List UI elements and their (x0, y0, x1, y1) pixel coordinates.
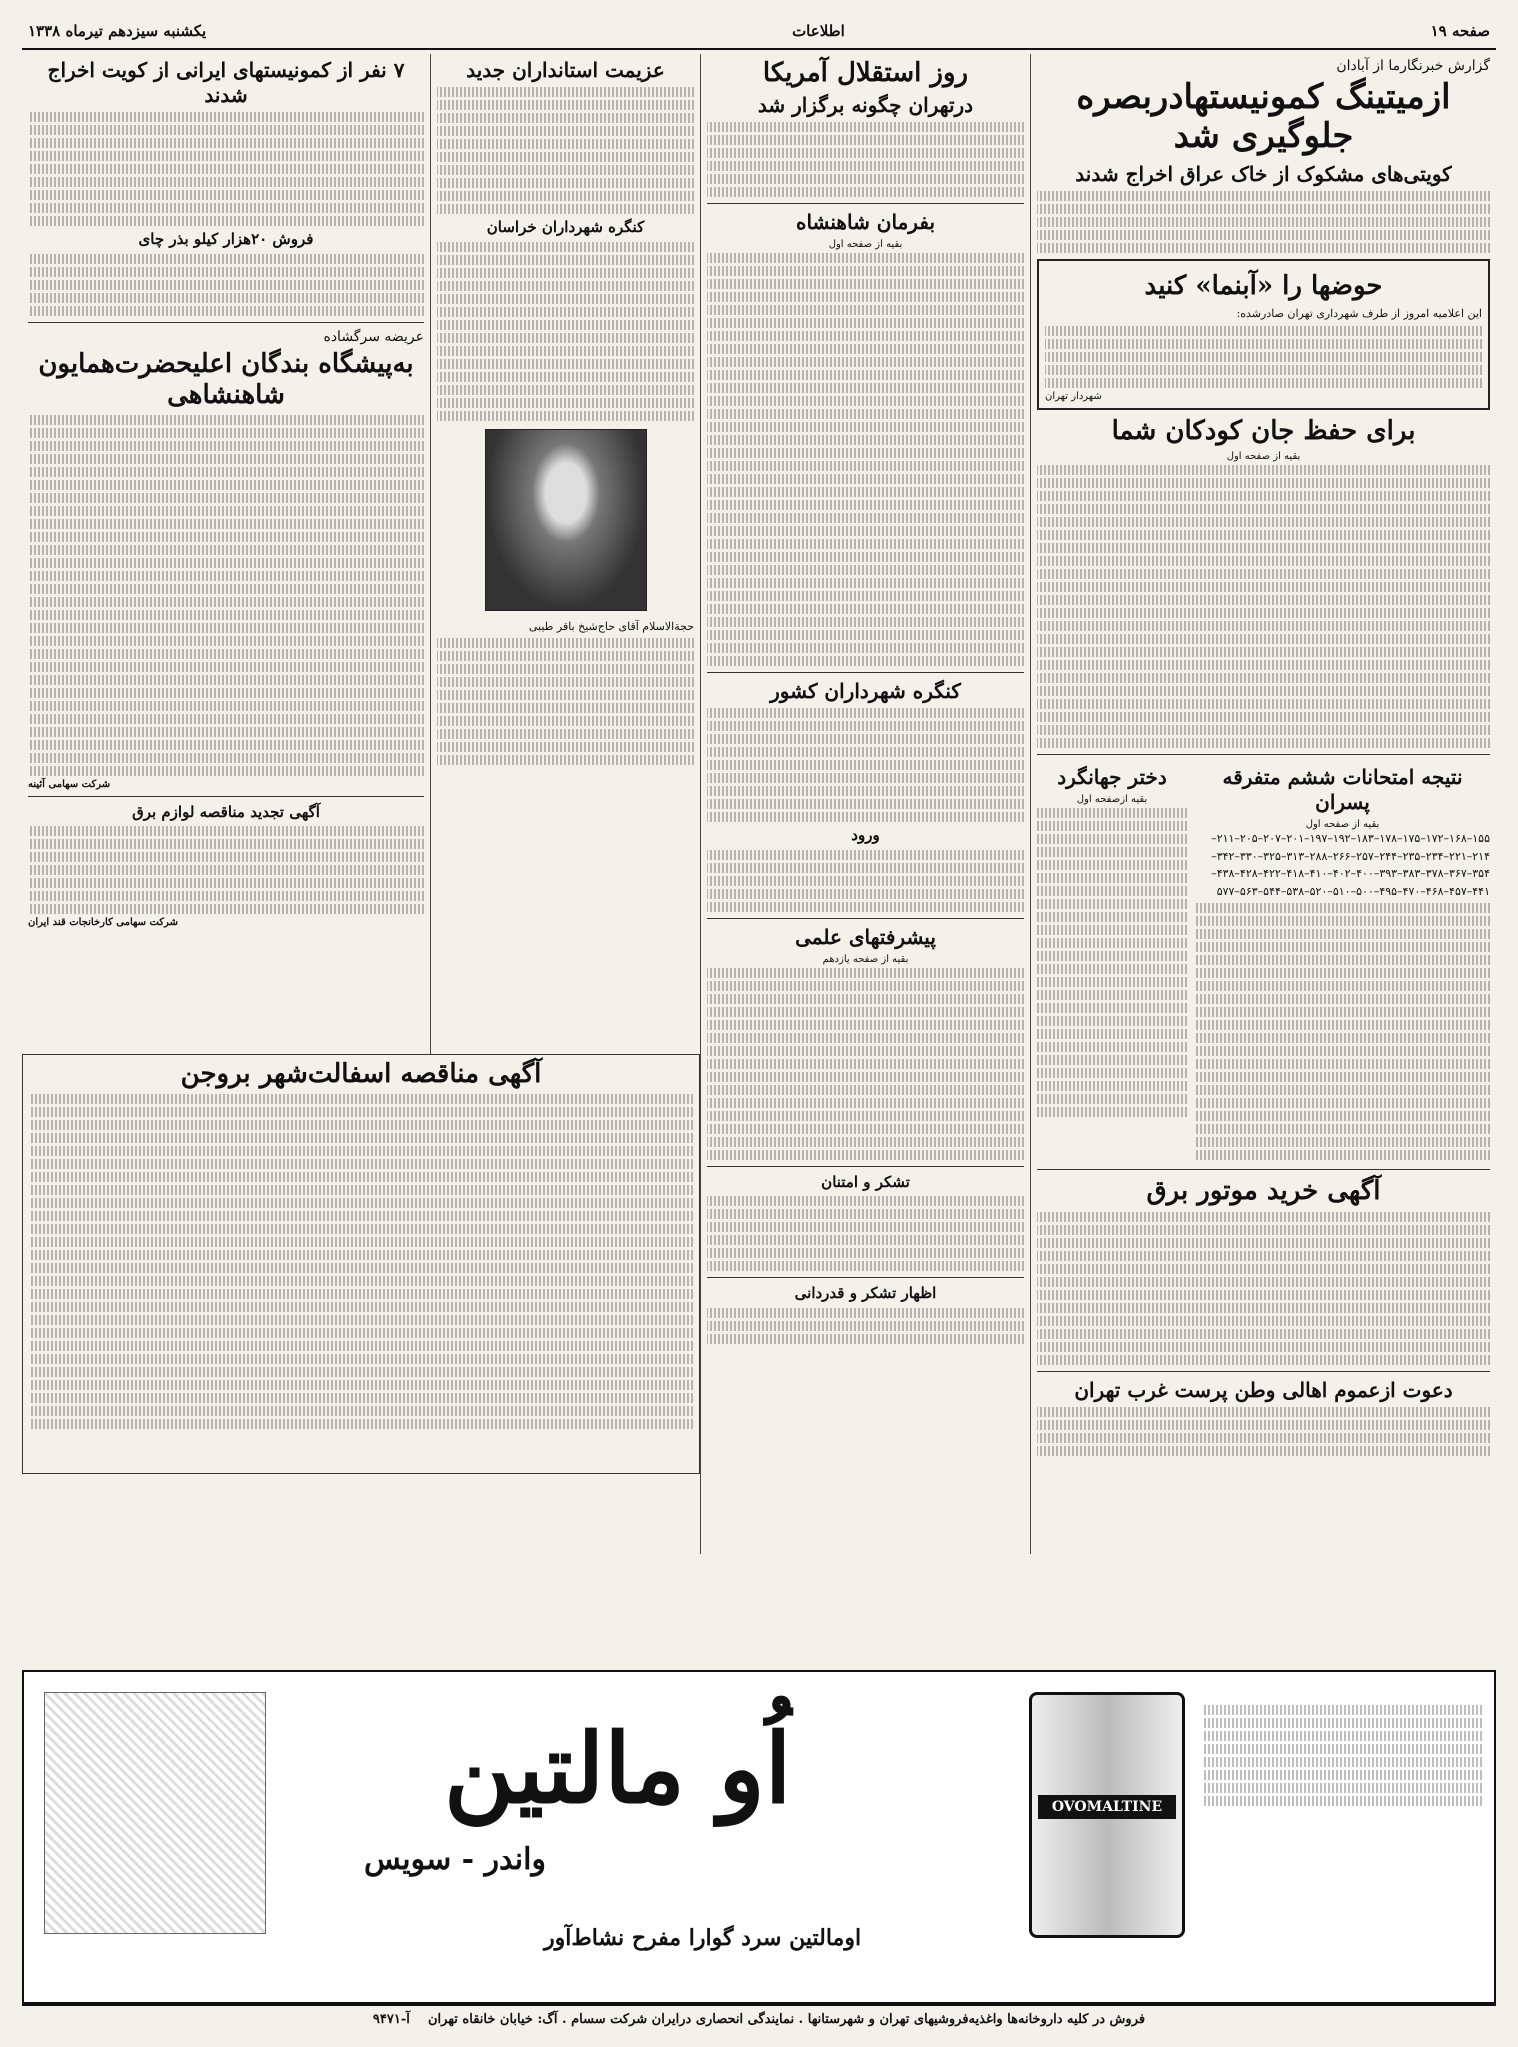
tender-sign: شرکت سهامی کارخانجات قند ایران (28, 917, 178, 929)
entry-title: ورود (851, 826, 880, 845)
exam-title: نتیجه امتحانات ششم متفرقه پسران (1222, 765, 1463, 815)
basra-headline: ازمیتینگ کمونیستهادربصره جلوگیری شد (1076, 77, 1451, 157)
ad-illustration (44, 1692, 266, 1934)
masthead (22, 14, 1496, 50)
ad-footer (22, 2004, 1496, 2034)
shah-note: بقیه از صفحه اول (828, 239, 903, 251)
tender-title: آگهی تجدید مناقصه لوازم برق (132, 802, 320, 821)
motor-ad-title: آگهی خرید موتور برق (1146, 1176, 1381, 1207)
khorasan-congress-title: کنگره شهرداران خراسان (486, 218, 645, 236)
abadan-kicker: گزارش خبرنگارما از آبادان (1336, 58, 1490, 74)
paper-name: اطلاعات (792, 22, 845, 40)
cleric-photo (485, 429, 647, 611)
ad-code: آ-۹۴۷۱ (372, 2012, 410, 2027)
ad-slogan: اومالتین سرد گوارا مفرح نشاط‌آور (544, 1925, 862, 1951)
petition-title: به‌پیشگاه بندگان اعلیحضرت‌همایون شاهنشاهی (38, 348, 414, 410)
petition-kicker: عریضه سرگشاده (323, 328, 424, 345)
newspaper-page (22, 14, 1496, 2034)
girl-note: بقیه ازصفحه اول (1076, 794, 1148, 806)
shah-title: بفرمان شاهنشاه (795, 210, 936, 235)
kids-note: بقیه از صفحه اول (1226, 451, 1301, 463)
exam-numbers: ۱۵۵–۱۶۸–۱۷۲–۱۷۵–۱۷۸–۱۸۳–۱۹۲–۱۹۷–۲۰۱–۲۰۷–۲۰۵–۲۱۱–۲۱۴–۲۲۱–۲۳۴–۲۳۵–۲۴۴–۲۵۷–۲۶۶–۲۸۸–۳۱۳–۳۲۵–۳۳۰–۳۴۲–۳۵۴–۳۶۷–۳۷۸–۳۸۳–۳۹۳–۴۰۰–۴۰۲–۴۱۰–۴۱۸–۴۲۲–۴۲۸–۴۳۸–۴۴۱–۴۵۷–۴۶۸–۴۷۰–۴۹۵–۵۰۰–۵۱۰–۵۲۰–۵۳۸–۵۴۴–۵۶۳–۵۷۷ (1211, 832, 1490, 898)
asphalt-tender-title: آگهی مناقصه اسفالت‌شهر بروجن (180, 1059, 542, 1089)
thanks-title: تشکر و امتنان (821, 1172, 910, 1191)
independence-headline: روز استقلال آمریکا (762, 58, 969, 88)
girl-title: دختر جهانگرد (1057, 765, 1167, 790)
pools-notice-sign: شهردار تهران (1045, 390, 1102, 402)
gratitude-title: اظهار تشکر و قدردانی (794, 1284, 937, 1303)
mayors-title: کنگره شهرداران کشور (770, 679, 961, 704)
governors-headline: عزیمت استانداران جدید (466, 58, 665, 82)
column-center-right (700, 54, 1030, 1554)
photo-caption: حجةالاسلام آقای حاج‌شیخ باقر طیبی (528, 619, 694, 633)
column-right (1030, 54, 1496, 1554)
ad-tin-label: OVOMALTINE (1038, 1795, 1176, 1819)
ad-tin (1029, 1692, 1185, 1938)
pools-notice-title: حوضها را «آبنما» کنید (1144, 271, 1383, 302)
science-title: پیشرفتهای علمی (795, 924, 936, 949)
invite-title: دعوت ازعموم اهالی وطن پرست غرب تهران (1074, 1377, 1453, 1402)
ad-maker: واندر - سویس (364, 1842, 546, 1877)
ad-brand: اُو مالتین (444, 1712, 792, 1825)
column-left (22, 54, 430, 1054)
ad-footer-text: فروش در کلیه داروخانه‌ها واغذیه‌فروشیهای تهران و شهرستانها . نمایندگی انحصاری درایران شرکت سسام . آگ: خیابان خانقاه تهران (427, 2012, 1146, 2027)
column-center-left (430, 54, 700, 1054)
science-note: بقیه از صفحه یازدهم (822, 953, 909, 965)
petition-sign: شرکت سهامی آئینه (28, 778, 111, 790)
kids-title: برای حفظ جان کودکان شما (1111, 415, 1416, 446)
pools-notice-box (1037, 259, 1490, 410)
page-number: صفحه ۱۹ (1430, 22, 1490, 40)
asphalt-tender (22, 1054, 700, 1474)
kuwait-headline: ۷ نفر از کمونیستهای ایرانی از کویت اخراج شدند (47, 58, 405, 107)
exam-note: بقیه از صفحه اول (1305, 819, 1380, 831)
issue-date: یکشنبه سیزدهم تیرماه ۱۳۳۸ (28, 22, 207, 40)
ad-text-right (1202, 1702, 1482, 1809)
ovomaltine-ad (22, 1670, 1496, 2004)
tea-title: فروش ۲۰هزار کیلو بذر چای (138, 230, 314, 248)
basra-subhead: کویتی‌های مشکوک از خاک عراق اخراج شدند (1075, 162, 1452, 187)
pools-notice-sub: این اعلامیه امروز از طرف شهرداری تهران صادرشده: (1236, 307, 1482, 321)
independence-subhead: درتهران چگونه برگزار شد (757, 93, 974, 118)
